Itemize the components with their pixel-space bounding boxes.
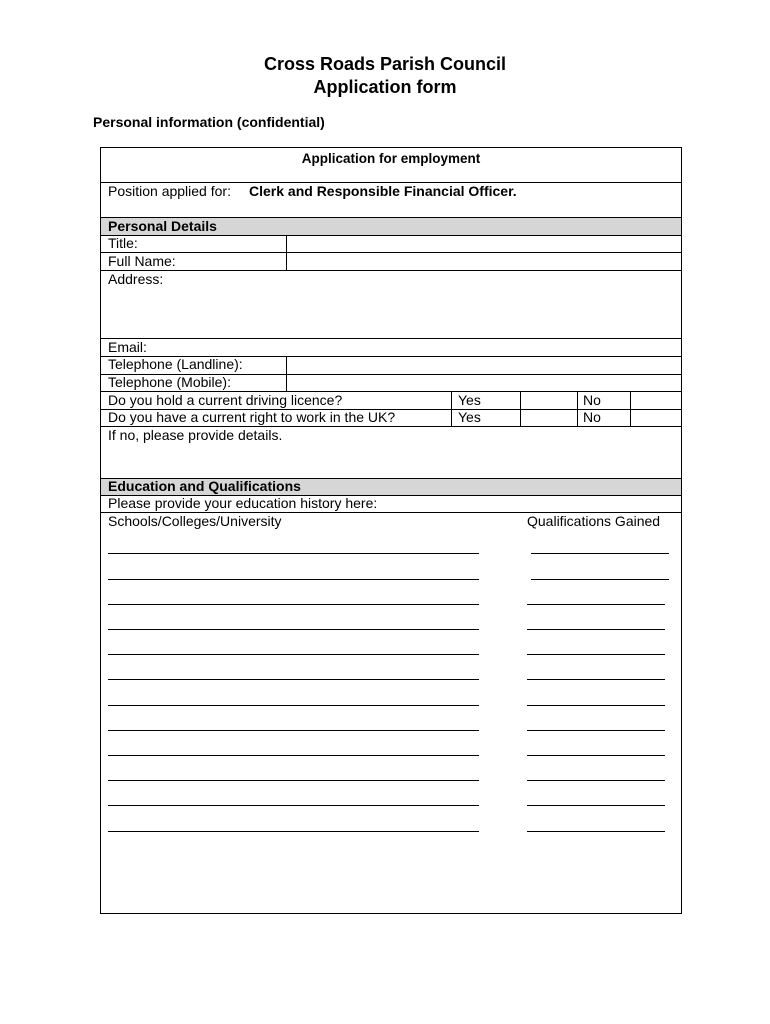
qualification-entry-line[interactable] bbox=[527, 780, 665, 781]
council-title: Cross Roads Parish Council bbox=[263, 54, 507, 74]
row-divider bbox=[101, 235, 681, 236]
driving-no-label: No bbox=[583, 392, 601, 408]
work-yes-label: Yes bbox=[458, 409, 481, 425]
work-no-label: No bbox=[583, 409, 601, 425]
col-divider bbox=[520, 391, 521, 426]
school-entry-line[interactable] bbox=[108, 780, 479, 781]
row-divider bbox=[101, 338, 681, 339]
fullname-label: Full Name: bbox=[108, 253, 176, 269]
education-instruction: Please provide your education history here: bbox=[108, 495, 378, 511]
qualification-entry-line[interactable] bbox=[527, 805, 665, 806]
qualification-entry-line[interactable] bbox=[527, 604, 665, 605]
driving-yes-label: Yes bbox=[458, 392, 481, 408]
col-divider bbox=[577, 391, 578, 426]
personal-details-heading: Personal Details bbox=[108, 218, 217, 234]
form-heading: Application for employment bbox=[301, 151, 481, 166]
school-entry-line[interactable] bbox=[108, 579, 479, 580]
section-heading: Personal information (confidential) bbox=[93, 114, 325, 130]
address-label: Address: bbox=[108, 271, 164, 287]
qualification-entry-line[interactable] bbox=[527, 705, 665, 706]
row-divider bbox=[101, 270, 681, 271]
qualifications-column-label: Qualifications Gained bbox=[527, 513, 661, 529]
school-entry-line[interactable] bbox=[108, 679, 479, 680]
col-divider bbox=[286, 356, 287, 391]
school-entry-line[interactable] bbox=[108, 755, 479, 756]
right-to-work-question: Do you have a current right to work in the UK? bbox=[108, 409, 396, 425]
qualification-entry-line[interactable] bbox=[527, 629, 665, 630]
qualification-entry-line[interactable] bbox=[531, 579, 669, 580]
title-label: Title: bbox=[108, 235, 138, 251]
school-entry-line[interactable] bbox=[108, 654, 479, 655]
school-entry-line[interactable] bbox=[108, 805, 479, 806]
application-form-table bbox=[100, 147, 682, 914]
school-entry-line[interactable] bbox=[108, 604, 479, 605]
email-label: Email: bbox=[108, 339, 147, 355]
driving-licence-question: Do you hold a current driving licence? bbox=[108, 392, 343, 408]
col-divider bbox=[451, 391, 452, 426]
qualification-entry-line[interactable] bbox=[531, 553, 669, 554]
col-divider bbox=[286, 235, 287, 270]
landline-label: Telephone (Landline): bbox=[108, 356, 243, 372]
school-entry-line[interactable] bbox=[108, 553, 479, 554]
position-value: Clerk and Responsible Financial Officer. bbox=[249, 183, 517, 199]
school-entry-line[interactable] bbox=[108, 629, 479, 630]
schools-column-label: Schools/Colleges/University bbox=[108, 513, 282, 529]
school-entry-line[interactable] bbox=[108, 730, 479, 731]
school-entry-line[interactable] bbox=[108, 705, 479, 706]
qualification-entry-line[interactable] bbox=[527, 654, 665, 655]
position-label: Position applied for: bbox=[108, 183, 231, 199]
qualification-entry-line[interactable] bbox=[527, 831, 665, 832]
qualification-entry-line[interactable] bbox=[527, 755, 665, 756]
form-title: Application form bbox=[313, 77, 457, 97]
qualification-entry-line[interactable] bbox=[527, 679, 665, 680]
row-divider bbox=[101, 252, 681, 253]
mobile-label: Telephone (Mobile): bbox=[108, 374, 231, 390]
qualification-entry-line[interactable] bbox=[527, 730, 665, 731]
school-entry-line[interactable] bbox=[108, 831, 479, 832]
col-divider bbox=[630, 391, 631, 426]
education-heading: Education and Qualifications bbox=[108, 478, 301, 494]
if-no-details-label: If no, please provide details. bbox=[108, 427, 283, 443]
